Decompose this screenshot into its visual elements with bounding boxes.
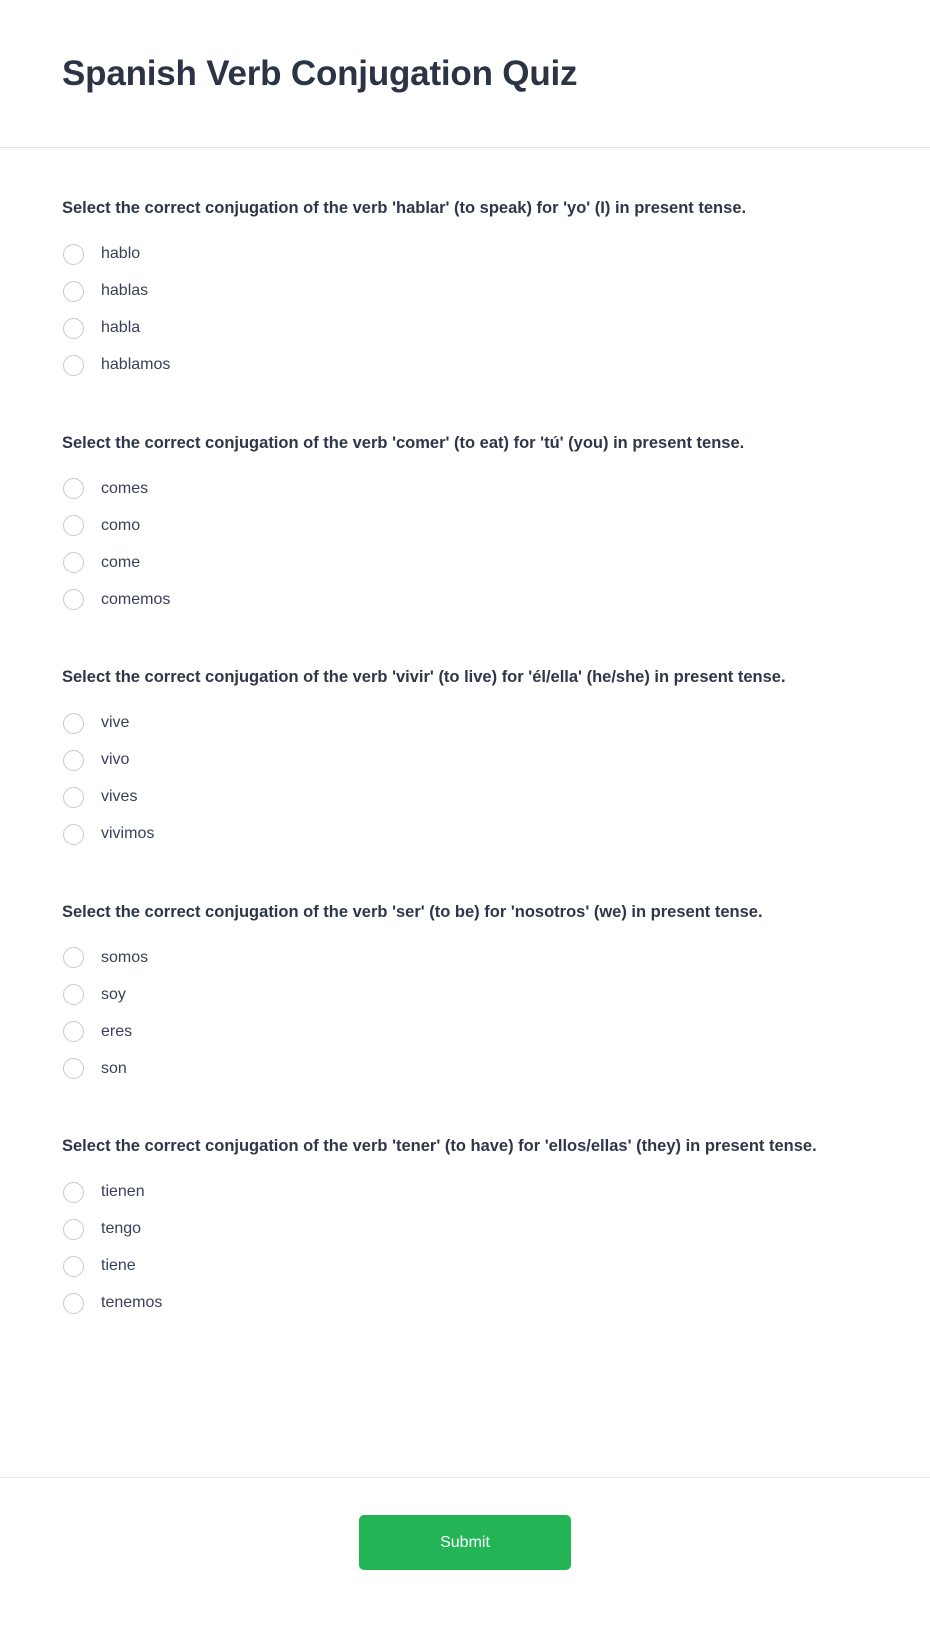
option-group — [62, 705, 868, 853]
option-row[interactable] — [62, 1174, 868, 1211]
radio-button-icon[interactable] — [63, 589, 84, 610]
radio-button-icon[interactable] — [63, 355, 84, 376]
radio-button-icon[interactable] — [63, 947, 84, 968]
option-row[interactable] — [62, 1050, 868, 1087]
option-row[interactable] — [62, 939, 868, 976]
radio-button-icon[interactable] — [63, 824, 84, 845]
option-row[interactable] — [62, 742, 868, 779]
option-row[interactable] — [62, 347, 868, 384]
radio-button-icon[interactable] — [63, 1021, 84, 1042]
option-row[interactable] — [62, 507, 868, 544]
page-header — [0, 0, 930, 148]
radio-button-icon[interactable] — [63, 750, 84, 771]
radio-button-icon[interactable] — [63, 515, 84, 536]
option-label: hablo — [101, 245, 141, 263]
option-row[interactable] — [62, 976, 868, 1013]
option-row[interactable] — [62, 544, 868, 581]
option-row[interactable] — [62, 1013, 868, 1050]
option-label: soy — [101, 985, 126, 1003]
option-label: vivimos — [101, 825, 155, 843]
option-label: son — [101, 1059, 127, 1077]
option-row[interactable] — [62, 236, 868, 273]
option-row[interactable] — [62, 1285, 868, 1322]
question-text: Select the correct conjugation of the verb 'tener' (to have) for 'ellos/ellas' (they) in present tense. — [62, 1137, 817, 1156]
quiz-footer — [0, 1477, 930, 1625]
radio-button-icon[interactable] — [63, 478, 84, 499]
option-row[interactable] — [62, 779, 868, 816]
question-block — [62, 196, 868, 384]
option-row[interactable] — [62, 581, 868, 618]
option-label: vives — [101, 788, 138, 806]
option-label: tenemos — [101, 1294, 163, 1312]
question-block — [62, 900, 868, 1088]
question-block — [62, 665, 868, 853]
radio-button-icon[interactable] — [63, 984, 84, 1005]
radio-button-icon[interactable] — [63, 1256, 84, 1277]
option-row[interactable] — [62, 816, 868, 853]
option-label: comes — [101, 479, 149, 497]
option-group — [62, 470, 868, 618]
quiz-question-list — [0, 148, 930, 1435]
question-block — [62, 1134, 868, 1322]
question-text: Select the correct conjugation of the verb 'ser' (to be) for 'nosotros' (we) in present tense. — [62, 902, 763, 921]
option-label: tiene — [101, 1257, 136, 1275]
option-label: somos — [101, 948, 149, 966]
option-row[interactable] — [62, 310, 868, 347]
question-block — [62, 431, 868, 619]
radio-button-icon[interactable] — [63, 244, 84, 265]
radio-button-icon[interactable] — [63, 713, 84, 734]
submit-button[interactable]: Submit — [359, 1515, 571, 1570]
radio-button-icon[interactable] — [63, 787, 84, 808]
option-label: vivo — [101, 751, 130, 769]
option-label: como — [101, 516, 141, 534]
option-label: come — [101, 553, 141, 571]
option-row[interactable] — [62, 1248, 868, 1285]
question-text: Select the correct conjugation of the verb 'vivir' (to live) for 'él/ella' (he/she) in present tense. — [62, 668, 786, 687]
option-label: comemos — [101, 590, 171, 608]
option-label: tengo — [101, 1220, 142, 1238]
option-row[interactable] — [62, 470, 868, 507]
radio-button-icon[interactable] — [63, 1293, 84, 1314]
option-row[interactable] — [62, 705, 868, 742]
option-label: eres — [101, 1022, 133, 1040]
option-group — [62, 1174, 868, 1322]
page-title: Spanish Verb Conjugation Quiz — [62, 53, 578, 93]
radio-button-icon[interactable] — [63, 1182, 84, 1203]
radio-button-icon[interactable] — [63, 281, 84, 302]
option-group — [62, 939, 868, 1087]
option-label: vive — [101, 714, 130, 732]
radio-button-icon[interactable] — [63, 552, 84, 573]
radio-button-icon[interactable] — [63, 318, 84, 339]
option-label: habla — [101, 319, 141, 337]
radio-button-icon[interactable] — [63, 1058, 84, 1079]
question-text: Select the correct conjugation of the verb 'comer' (to eat) for 'tú' (you) in present tense. — [62, 433, 745, 452]
option-group — [62, 236, 868, 384]
option-label: hablamos — [101, 356, 171, 374]
option-row[interactable] — [62, 1211, 868, 1248]
option-label: tienen — [101, 1183, 145, 1201]
radio-button-icon[interactable] — [63, 1219, 84, 1240]
option-label: hablas — [101, 282, 149, 300]
option-row[interactable] — [62, 273, 868, 310]
question-text: Select the correct conjugation of the verb 'hablar' (to speak) for 'yo' (I) in present tense. — [62, 199, 747, 217]
